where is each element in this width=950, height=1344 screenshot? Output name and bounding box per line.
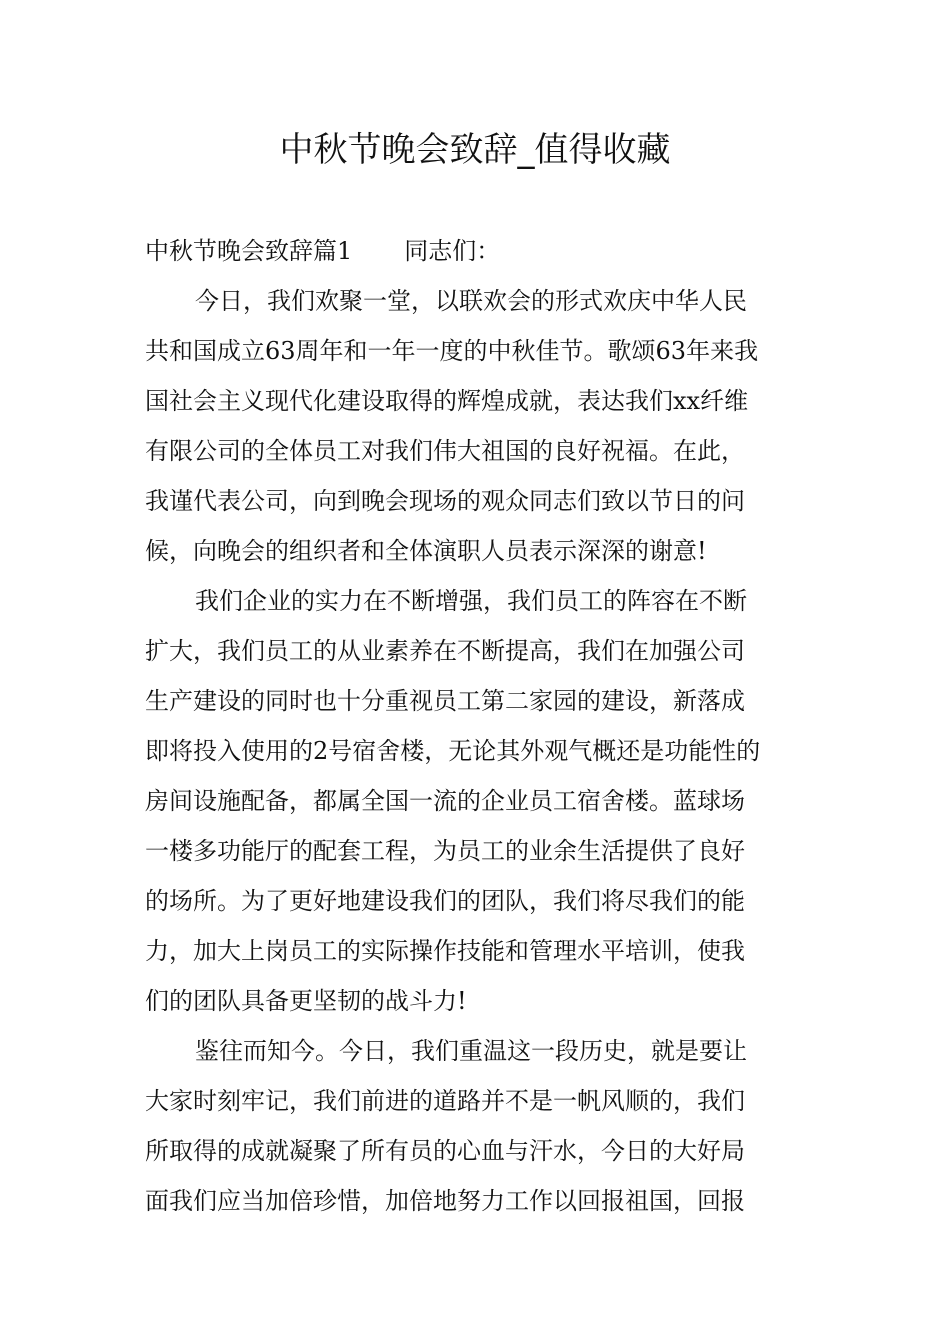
- paragraph-line: 扩大，我们员工的从业素养在不断提高，我们在加强公司: [145, 637, 745, 665]
- document-body: [145, 226, 809, 1226]
- paragraph-3: [145, 1026, 809, 1226]
- heading-line: [145, 226, 809, 276]
- paragraph-line: 我谨代表公司，向到晚会现场的观众同志们致以节日的问: [145, 487, 745, 515]
- paragraph-line: 国社会主义现代化建设取得的辉煌成就，表达我们xx纤维: [145, 387, 749, 415]
- salutation: 同志们：: [404, 237, 501, 265]
- paragraph-line: 鉴往而知今。今日，我们重温这一段历史，就是要让: [195, 1037, 747, 1065]
- paragraph-line: 候，向晚会的组织者和全体演职人员表示深深的谢意!: [145, 537, 707, 565]
- paragraph-line: 面我们应当加倍珍惜，加倍地努力工作以回报祖国，回报: [145, 1187, 745, 1215]
- paragraph-1: [145, 276, 809, 576]
- paragraph-line: 大家时刻牢记，我们前进的道路并不是一帆风顺的，我们: [145, 1087, 745, 1115]
- paragraph-line: 共和国成立63周年和一年一度的中秋佳节。歌颂63年来我: [145, 337, 759, 365]
- paragraph-line: 所取得的成就凝聚了所有员的心血与汗水，今日的大好局: [145, 1137, 745, 1165]
- paragraph-line: 房间设施配备，都属全国一流的企业员工宿舍楼。蓝球场: [145, 787, 745, 815]
- paragraph-line: 有限公司的全体员工对我们伟大祖国的良好祝福。在此，: [145, 437, 745, 465]
- paragraph-line: 们的团队具备更坚韧的战斗力!: [145, 987, 467, 1015]
- paragraph-line: 我们企业的实力在不断增强，我们员工的阵容在不断: [195, 587, 747, 615]
- paragraph-line: 的场所。为了更好地建设我们的团队，我们将尽我们的能: [145, 887, 745, 915]
- document-title: 中秋节晚会致辞_值得收藏: [279, 130, 671, 170]
- paragraph-line: 今日，我们欢聚一堂，以联欢会的形式欢庆中华人民: [195, 287, 747, 315]
- paragraph-line: 即将投入使用的2号宿舍楼，无论其外观气概还是功能性的: [145, 737, 761, 765]
- paragraph-2: [145, 576, 809, 1026]
- paragraph-line: 一楼多功能厅的配套工程，为员工的业余生活提供了良好: [145, 837, 745, 865]
- section-heading: 中秋节晚会致辞篇1: [145, 237, 353, 265]
- paragraph-line: 力，加大上岗员工的实际操作技能和管理水平培训，使我: [145, 937, 745, 965]
- paragraph-line: 生产建设的同时也十分重视员工第二家园的建设，新落成: [145, 687, 745, 715]
